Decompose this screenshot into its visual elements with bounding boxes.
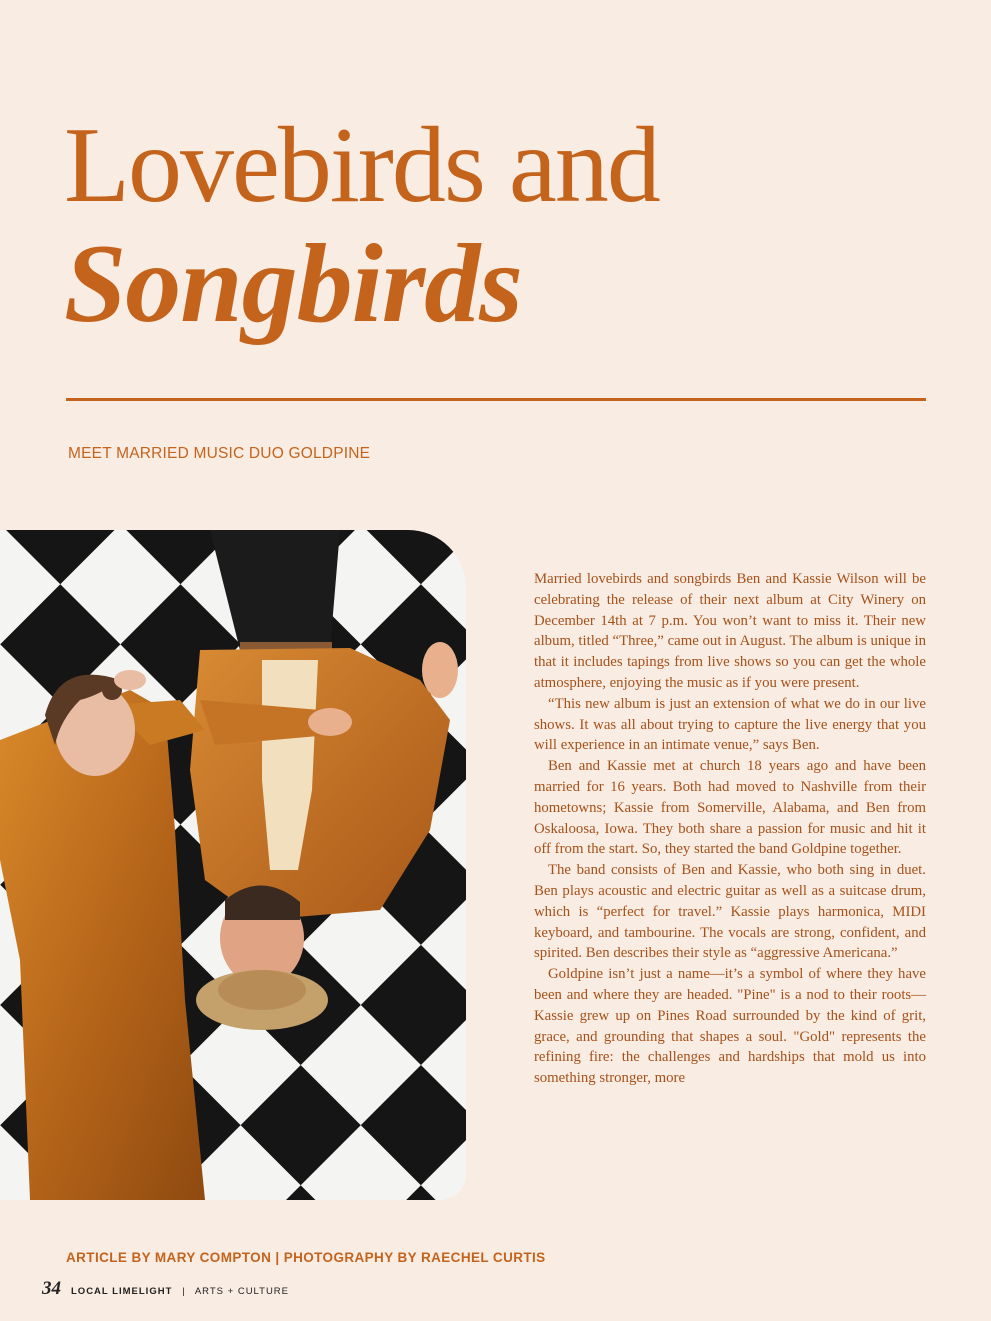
body-paragraph: Married lovebirds and songbirds Ben and Kassie Wilson will be celebrating the release of their next album at City Winery on December 14th at 7 p.m. You won’t want to miss it. Their new album, titled “Three,” came out in August. The album is unique in that it includes tapings from live shows so you can get the whole atmosphere, enjoying the music as if you were present. — [534, 571, 926, 691]
article-title — [64, 106, 659, 346]
article-subtitle: MEET MARRIED MUSIC DUO GOLDPINE — [68, 445, 371, 462]
body-paragraph: Ben and Kassie met at church 18 years ago and have been married for 16 years. Both had moved to Nashville from their hometowns; Kassie from Somerville, Alabama, and Ben from Oskaloosa, Iowa. They both share a passion for music and hit it off from the start. So, they started the band Goldpine together. — [534, 758, 926, 858]
article-body — [534, 569, 926, 1089]
body-paragraph: “This new album is just an extension of what we do in our live shows. It was all about trying to capture the live energy that you will experience in an intimate venue,” says Ben. — [534, 695, 926, 754]
title-line-2: Songbirds — [64, 222, 522, 346]
page-number: 34 — [42, 1278, 61, 1299]
magazine-name: LOCAL LIMELIGHT — [71, 1286, 173, 1297]
title-line-1: Lovebirds and — [64, 106, 659, 225]
body-paragraph: The band consists of Ben and Kassie, who both sing in duet. Ben plays acoustic and electric guitar as well as a suitcase drum, which is “perfect for travel.” Kassie plays harmonica, MIDI keyboard, and tambourine. The vocals are strong, confident, and spirited. Ben describes their style as “aggressive Americana.” — [534, 862, 926, 962]
duo-photo — [0, 530, 466, 1200]
article-credits: ARTICLE BY MARY COMPTON | PHOTOGRAPHY BY RAECHEL CURTIS — [66, 1250, 546, 1265]
section-name: ARTS + CULTURE — [194, 1286, 289, 1297]
page-footer — [42, 1278, 289, 1300]
title-divider — [66, 398, 926, 401]
body-paragraph: Goldpine isn’t just a name—it’s a symbol of where they have been and where they are headed. "Pine" is a nod to their roots—Kassie grew up on Pines Road surrounded by the kind of grit, grace, and grounding that shapes a soul. "Gold" represents the refining fire: the challenges and hardships that mold us into something stronger, more — [534, 966, 926, 1087]
footer-separator: | — [182, 1286, 185, 1297]
